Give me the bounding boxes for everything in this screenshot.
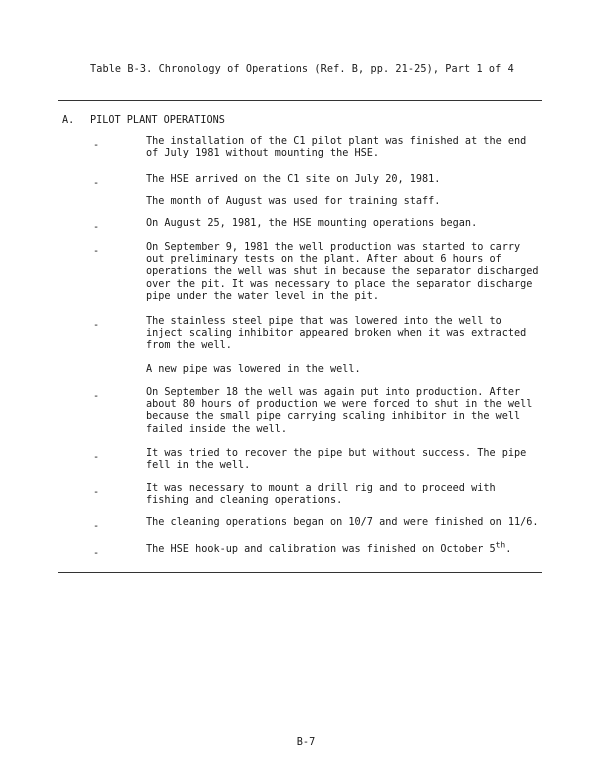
- bullet-dash: -: [93, 246, 100, 257]
- ordinal-superscript: th: [495, 540, 506, 550]
- chronology-item: The month of August was used for training staff.: [146, 196, 441, 207]
- bullet-dash: -: [93, 521, 100, 532]
- chronology-item: The HSE arrived on the C1 site on July 20, 1981.: [146, 174, 441, 185]
- bullet-dash: -: [93, 320, 100, 331]
- chronology-item: On September 9, 1981 the well production was started to carry out preliminary tests on the plant. After about 6 hours of operations the well was shut in because the separator discharged over the pit. It was necessary to place the separator discharge pipe under the water level in the pit.: [146, 242, 539, 302]
- chronology-item: On August 25, 1981, the HSE mounting operations began.: [146, 218, 478, 229]
- chronology-item: [146, 540, 546, 556]
- item-text: The HSE hook-up and calibration was finished on October 5: [146, 544, 496, 555]
- chronology-item: The cleaning operations began on 10/7 and were finished on 11/6.: [146, 517, 539, 528]
- bullet-dash: -: [93, 487, 100, 498]
- top-rule: [58, 100, 542, 101]
- chronology-item: On September 18 the well was again put into production. After about 80 hours of production we were forced to shut in the well because the small pipe carrying scaling inhibitor in the well failed inside the well.: [146, 387, 533, 435]
- chronology-item: It was necessary to mount a drill rig and to proceed with fishing and cleaning operations.: [146, 483, 496, 507]
- chronology-item: The installation of the C1 pilot plant was finished at the end of July 1981 without mounting the HSE.: [146, 136, 527, 160]
- section-title: PILOT PLANT OPERATIONS: [90, 115, 225, 126]
- chronology-item: The stainless steel pipe that was lowered into the well to inject scaling inhibitor appeared broken when it was extracted from the well.: [146, 316, 527, 352]
- bullet-dash: -: [93, 140, 100, 151]
- bullet-dash: -: [93, 452, 100, 463]
- bullet-dash: -: [93, 391, 100, 402]
- item-trailing-period: .: [505, 544, 512, 555]
- chronology-item: It was tried to recover the pipe but without success. The pipe fell in the well.: [146, 448, 527, 472]
- bullet-dash: -: [93, 548, 100, 559]
- bottom-rule: [58, 572, 542, 573]
- section-letter: A.: [62, 115, 75, 126]
- bullet-dash: -: [93, 222, 100, 233]
- chronology-item: A new pipe was lowered in the well.: [146, 364, 361, 375]
- bullet-dash: -: [93, 178, 100, 189]
- table-title: Table B-3. Chronology of Operations (Ref. B, pp. 21-25), Part 1 of 4: [90, 64, 514, 75]
- page-number: B-7: [296, 737, 316, 748]
